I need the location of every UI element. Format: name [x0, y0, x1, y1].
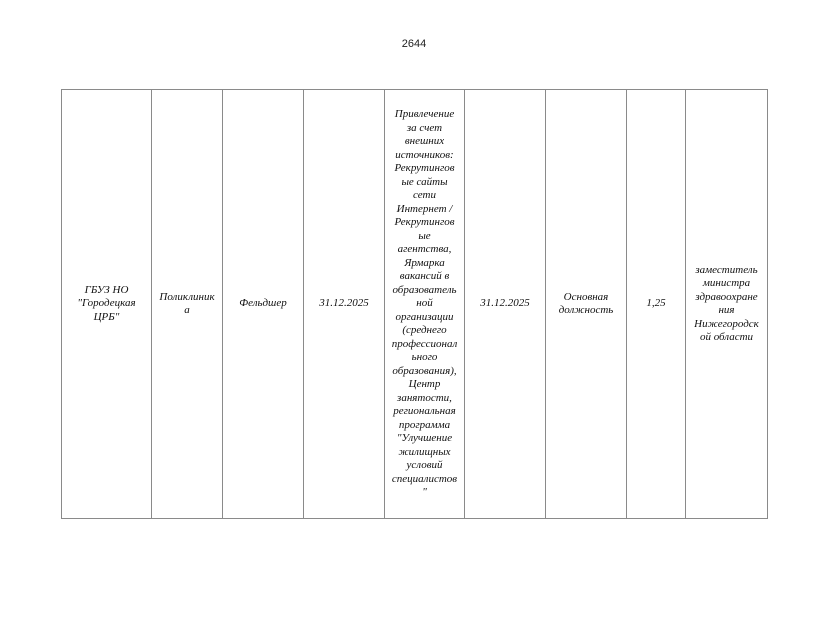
cell-rate: 1,25	[627, 90, 686, 519]
cell-position: Фельдшер	[223, 90, 304, 519]
cell-job-type: Основная должность	[546, 90, 627, 519]
cell-date-2: 31.12.2025	[465, 90, 546, 519]
cell-measures: Привлечение за счет внешних источников: Рекрутингов ые сайты сети Интернет / Рекрутингов ые агентства, Ярмарка вакансий в образователь ной организации (среднего профессионал ьного образования), Центр занятости, региональная программа "Улучшение жилищных условий специалистов "	[385, 90, 465, 519]
cell-organization: ГБУЗ НО "Городецкая ЦРБ"	[62, 90, 152, 519]
page-number: 2644	[401, 38, 427, 50]
data-table	[61, 89, 768, 519]
cell-date-1: 31.12.2025	[304, 90, 385, 519]
cell-responsible: заместитель министра здравоохране ния Нижегородск ой области	[686, 90, 768, 519]
cell-unit: Поликлиник а	[152, 90, 223, 519]
table-row	[62, 90, 768, 519]
